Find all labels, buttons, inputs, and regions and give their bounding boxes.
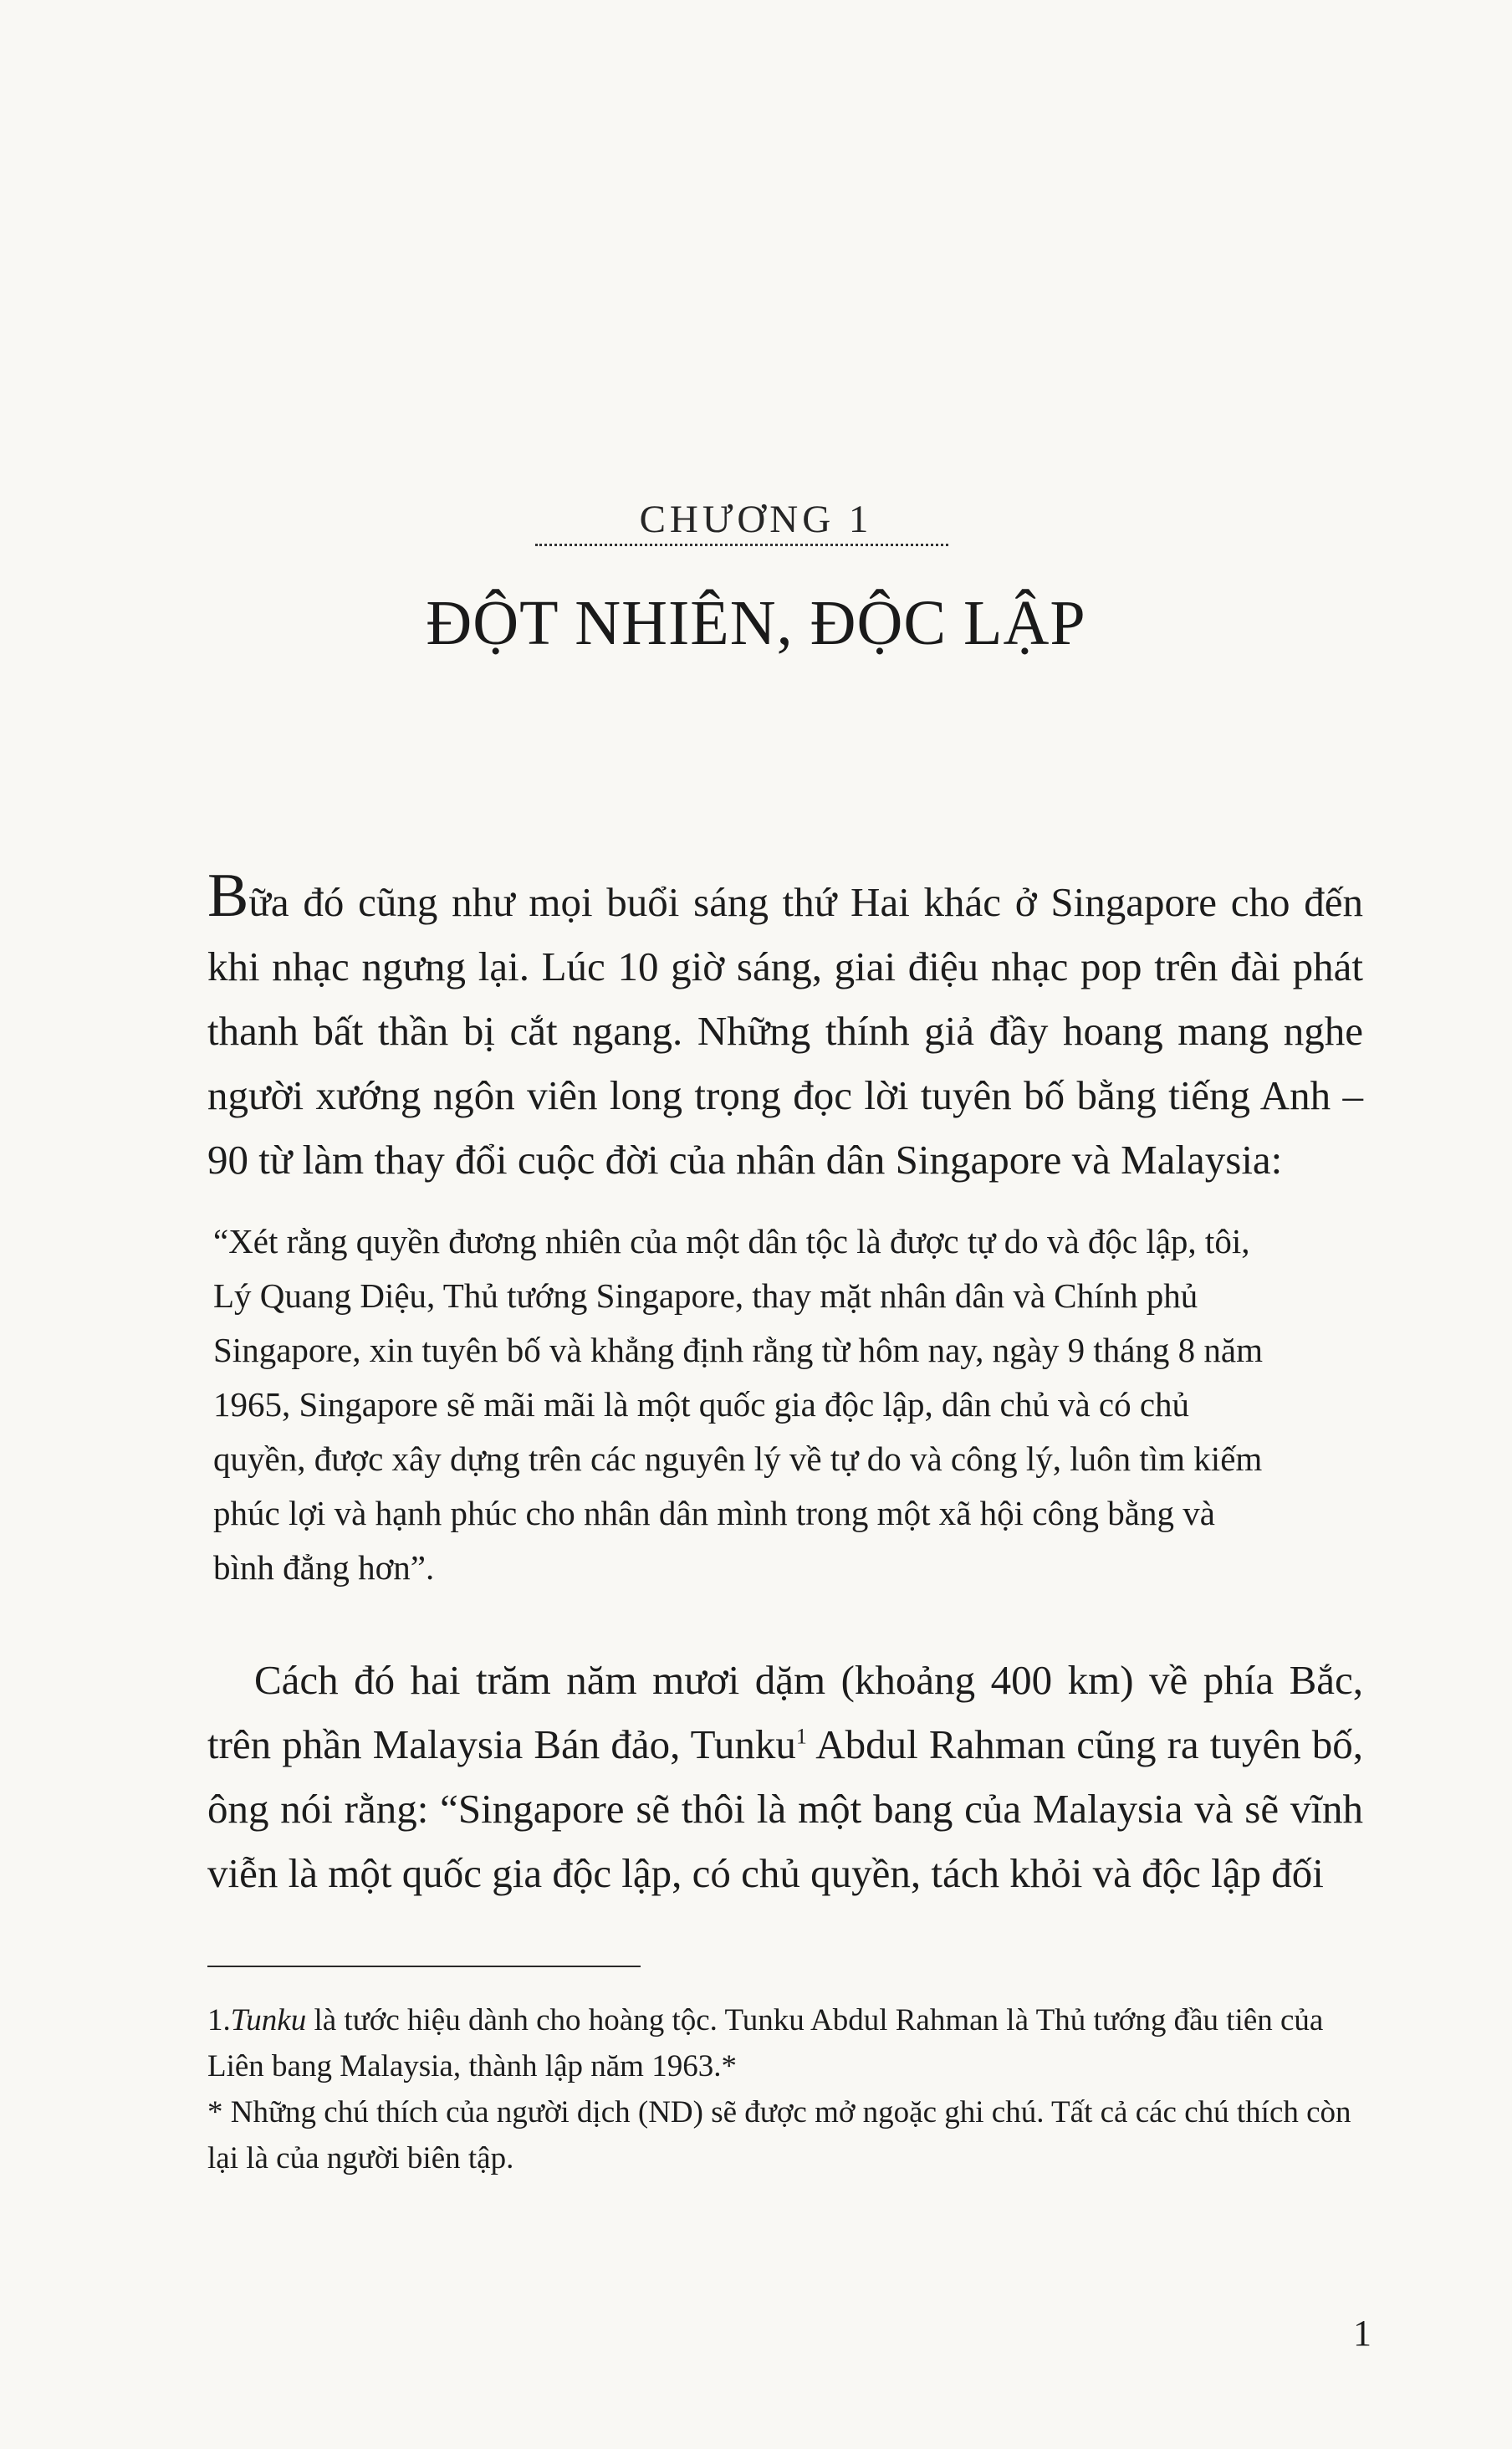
paragraph-2-text-start: Cách đó hai trăm năm mươi dặm (khoảng 400 km) về phía Bắc, trên phần Malaysia Bán đảo, Tunku [207, 1657, 1363, 1767]
chapter-divider [535, 544, 948, 546]
footnote-reference: 1 [795, 1724, 807, 1749]
footnote-translator-note: * Những chú thích của người dịch (ND) sẽ được mở ngoặc ghi chú. Tất cả các chú thích còn lại là của người biên tập. [207, 2095, 1351, 2175]
paragraph-2-text-end: Abdul Rahman cũng ra tuyên bố, ông nói rằng: “Singapore sẽ thôi là một bang của Malaysia và sẽ vĩnh viễn là một quốc gia độc lập, có chủ quyền, tách khỏi và độc lập đối [207, 1721, 1363, 1896]
chapter-label: CHƯƠNG 1 [639, 498, 873, 541]
footnote-1-term: Tunku [230, 2003, 307, 2037]
paragraph-1-text: ữa đó cũng như mọi buổi sáng thứ Hai khác ở Singapore cho đến khi nhạc ngưng lại. Lúc 10 giờ sáng, giai điệu nhạc pop trên đài phát thanh bất thần bị cắt ngang. Những thính giả đầy hoang mang nghe người xướng ngôn viên long trọng đọc lời tuyên bố bằng tiếng Anh – 90 từ làm thay đổi cuộc đời của nhân dân Singapore và Malaysia: [207, 879, 1363, 1183]
declaration-quote: “Xét rằng quyền đương nhiên của một dân tộc là được tự do và độc lập, tôi, Lý Quang Diệu, Thủ tướng Singapore, thay mặt nhân dân và Chính phủ Singapore, xin tuyên bố và khẳng định rằng từ hôm nay, ngày 9 tháng 8 năm 1965, Singapore sẽ mãi mãi là một quốc gia độc lập, dân chủ và có chủ quyền, được xây dựng trên các nguyên lý về tự do và công lý, luôn tìm kiếm phúc lợi và hạnh phúc cho nhân dân mình trong một xã hội công bằng và bình đẳng hơn”. [213, 1222, 1264, 1587]
footnote-1-number: 1. [207, 2003, 231, 2037]
footnote-1 [207, 1997, 1370, 2089]
page-number: 1 [1353, 2313, 1372, 2354]
chapter-title: ĐỘT NHIÊN, ĐỘC LẬP [426, 588, 1086, 658]
drop-cap: B [207, 861, 249, 930]
body-paragraph-2 [207, 1648, 1363, 1905]
footnotes [207, 1997, 1370, 2181]
body-paragraph-1 [207, 861, 1363, 1192]
footnote-1-text: là tước hiệu dành cho hoàng tộc. Tunku Abdul Rahman là Thủ tướng đầu tiên của Liên bang Malaysia, thành lập năm 1963.* [207, 2003, 1324, 2083]
footnote-divider [207, 1966, 641, 1967]
